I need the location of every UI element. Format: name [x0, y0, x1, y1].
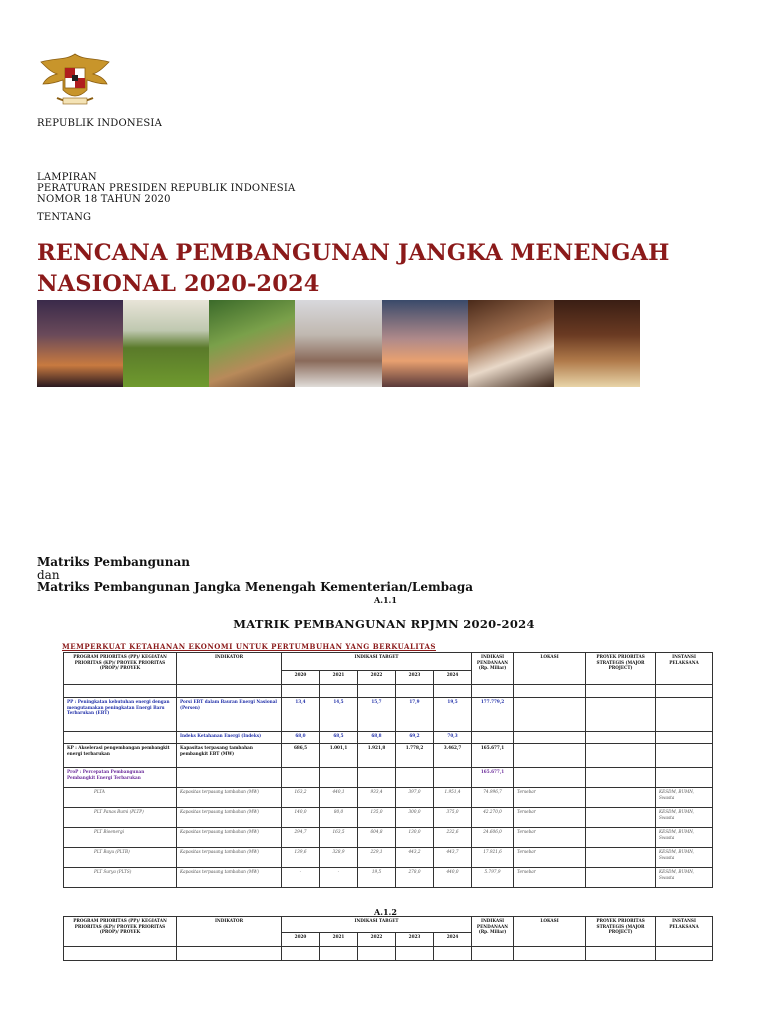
section-heading: MEMPERKUAT KETAHANAN EKONOMI UNTUK PERTUMBUHAN YANG BERKUALITAS: [62, 642, 436, 651]
cell-indikator: Kapasitas terpasang tambahan pembangkit EBT (MW): [177, 744, 282, 768]
cell-target-value: 3.462,7: [434, 744, 472, 768]
cell-strategis: [586, 868, 656, 888]
document-title-line2: NASIONAL 2020-2024: [37, 271, 320, 297]
col-instansi: INSTANSI PELAKSANA: [656, 917, 713, 947]
cell-target-value: 140,0: [282, 808, 320, 828]
col-year: 2021: [320, 671, 358, 685]
cell-program: PP : Peningkatan kebutuhan energi dengan mengutamakan peningkatan Energi Baru Terbarukan (EBT): [64, 698, 177, 732]
regulation-label: PERATURAN PRESIDEN REPUBLIK INDONESIA: [37, 183, 296, 194]
document-title: [37, 238, 677, 300]
col-pendanaan: INDIKASI PENDANAAN (Rp. Miliar): [472, 917, 514, 947]
col-program: PROGRAM PRIORITAS (PP)/ KEGIATAN PRIORITAS (KP)/ PROYEK PRIORITAS (PROP)/ PROYEK: [64, 917, 177, 947]
matrix-table-1: [63, 652, 713, 888]
col-target: INDIKASI TARGET: [282, 653, 472, 671]
cell-target-value: 80,0: [320, 808, 358, 828]
cell-indikator: Porsi EBT dalam Bauran Energi Nasional (Persen): [177, 698, 282, 732]
col-year: 2022: [358, 671, 396, 685]
cell-target-value: 328,9: [320, 848, 358, 868]
table-row: [64, 868, 713, 888]
cell-program: KP : Akselerasi pengembangan pembangkit energi terbarukan: [64, 744, 177, 768]
cell-instansi: KESDM, BUMN, Swasta: [656, 788, 713, 808]
cell-target-value: 17,9: [396, 698, 434, 732]
col-pendanaan: INDIKASI PENDANAAN (Rp. Miliar): [472, 653, 514, 685]
cell-lokasi: [514, 768, 586, 788]
col-year: 2020: [282, 671, 320, 685]
cell-target-value: 130,0: [396, 828, 434, 848]
cell-indikator: Kapasitas terpasang tambahan (MW): [177, 848, 282, 868]
col-year: 2024: [434, 671, 472, 685]
cell-target-value: 443,7: [434, 848, 472, 868]
cell-pendanaan: 177.779,2: [472, 698, 514, 732]
cell-target-value: 19,5: [434, 698, 472, 732]
col-strategis: PROYEK PRIORITAS STRATEGIS (MAJOR PROJECT): [586, 653, 656, 685]
cell-strategis: [586, 732, 656, 744]
cell-strategis: [586, 744, 656, 768]
subtitle-line3: Matriks Pembangunan Jangka Menengah Kementerian/Lembaga: [37, 580, 473, 594]
students-photo: [468, 300, 554, 387]
cell-program: PLT Bioenergi: [64, 828, 177, 848]
cell-strategis: [586, 768, 656, 788]
cell-lokasi: Tersebar: [514, 788, 586, 808]
cell-target-value: -: [320, 868, 358, 888]
cell-target-value: 69,2: [396, 732, 434, 744]
cell-target-value: 14,5: [320, 698, 358, 732]
cell-target-value: 15,7: [358, 698, 396, 732]
cell-target-value: [358, 768, 396, 788]
cell-program: PLT Bayu (PLTB): [64, 848, 177, 868]
cell-instansi: [656, 768, 713, 788]
cell-target-value: -: [282, 868, 320, 888]
cell-lokasi: [514, 698, 586, 732]
cell-target-value: 70,3: [434, 732, 472, 744]
harbor-ship-photo: [295, 300, 381, 387]
table-row: [64, 744, 713, 768]
table-row: [64, 788, 713, 808]
cell-lokasi: Tersebar: [514, 848, 586, 868]
col-strategis: PROYEK PRIORITAS STRATEGIS (MAJOR PROJECT): [586, 917, 656, 947]
cell-strategis: [586, 848, 656, 868]
cell-target-value: 19,5: [358, 868, 396, 888]
subtitle-line1: Matriks Pembangunan: [37, 555, 190, 569]
cell-target-value: 397,0: [396, 788, 434, 808]
cell-target-value: 440,1: [320, 788, 358, 808]
cell-instansi: [656, 744, 713, 768]
cell-program: PLTA: [64, 788, 177, 808]
lampiran-label: LAMPIRAN: [37, 172, 97, 183]
table-row: [64, 947, 713, 961]
cell-target-value: [396, 768, 434, 788]
cell-target-value: 300,0: [396, 808, 434, 828]
col-lokasi: LOKASI: [514, 653, 586, 685]
matrik-title: MATRIK PEMBANGUNAN RPJMN 2020-2024: [233, 617, 535, 631]
books-library-photo: [554, 300, 640, 387]
cell-target-value: 68,5: [320, 732, 358, 744]
cell-lokasi: [514, 732, 586, 744]
cell-strategis: [586, 698, 656, 732]
cell-instansi: KESDM, BUMN, Swasta: [656, 828, 713, 848]
cell-program: PLT Surya (PLTS): [64, 868, 177, 888]
table-row: [64, 828, 713, 848]
cell-target-value: 163,5: [320, 828, 358, 848]
cell-target-value: 604,8: [358, 828, 396, 848]
cell-target-value: 1.951,4: [434, 788, 472, 808]
cell-target-value: 443,2: [396, 848, 434, 868]
cell-lokasi: [514, 744, 586, 768]
cell-target-value: 1.921,8: [358, 744, 396, 768]
country-label: REPUBLIK INDONESIA: [37, 118, 162, 129]
cell-pendanaan: 24.606,0: [472, 828, 514, 848]
col-lokasi: LOKASI: [514, 917, 586, 947]
cell-pendanaan: 74.996,7: [472, 788, 514, 808]
cell-target-value: 135,0: [358, 808, 396, 828]
rice-field-photo: [123, 300, 209, 387]
cell-lokasi: Tersebar: [514, 868, 586, 888]
cell-indikator: Kapasitas terpasang tambahan (MW): [177, 828, 282, 848]
photo-collage: [37, 300, 640, 387]
cell-program: PLT Panas Bumi (PLTP): [64, 808, 177, 828]
col-year: 2020: [282, 933, 320, 947]
regulation-number: NOMOR 18 TAHUN 2020: [37, 194, 171, 205]
cell-target-value: [282, 768, 320, 788]
subtitle-line2: dan: [37, 568, 60, 582]
col-indikator: INDIKATOR: [177, 653, 282, 685]
cell-instansi: [656, 732, 713, 744]
cell-target-value: 440,0: [434, 868, 472, 888]
col-year: 2023: [396, 671, 434, 685]
cell-target-value: 1.778,2: [396, 744, 434, 768]
cell-instansi: KESDM, BUMN, Swasta: [656, 808, 713, 828]
section-anchor-a12: A.1.2: [374, 907, 397, 917]
cell-target-value: 1.001,1: [320, 744, 358, 768]
table-row: [64, 732, 713, 744]
cell-target-value: [320, 768, 358, 788]
col-year: 2021: [320, 933, 358, 947]
col-year: 2023: [396, 933, 434, 947]
cell-strategis: [586, 808, 656, 828]
cell-target-value: 68,0: [282, 732, 320, 744]
cell-indikator: [177, 768, 282, 788]
document-title-line1: RENCANA PEMBANGUNAN JANGKA MENENGAH: [37, 240, 670, 266]
cell-target-value: 933,4: [358, 788, 396, 808]
table-row: [64, 848, 713, 868]
col-year: 2022: [358, 933, 396, 947]
cell-pendanaan: 42.270,0: [472, 808, 514, 828]
cell-indikator: Indeks Ketahanan Energi (Indeks): [177, 732, 282, 744]
cell-target-value: 278,0: [396, 868, 434, 888]
col-target: INDIKASI TARGET: [282, 917, 472, 933]
farmers-photo: [209, 300, 295, 387]
cell-indikator: Kapasitas terpasang tambahan (MW): [177, 808, 282, 828]
cell-indikator: Kapasitas terpasang tambahan (MW): [177, 788, 282, 808]
cell-target-value: 686,5: [282, 744, 320, 768]
cell-target-value: 232,6: [434, 828, 472, 848]
cell-instansi: KESDM, BUMN, Swasta: [656, 848, 713, 868]
cell-lokasi: Tersebar: [514, 828, 586, 848]
cell-target-value: [434, 768, 472, 788]
section-anchor-a11: A.1.1: [374, 595, 397, 605]
cell-target-value: 13,4: [282, 698, 320, 732]
cell-pendanaan: 165.677,1: [472, 744, 514, 768]
city-night-photo: [37, 300, 123, 387]
cell-strategis: [586, 828, 656, 848]
table-row: [64, 698, 713, 732]
cell-instansi: KESDM, BUMN, Swasta: [656, 868, 713, 888]
table-row: [64, 808, 713, 828]
bridge-sunset-photo: [382, 300, 468, 387]
tentang-label: TENTANG: [37, 212, 92, 223]
col-year: 2024: [434, 933, 472, 947]
garuda-emblem-icon: [37, 50, 113, 108]
cell-instansi: [656, 698, 713, 732]
cell-program: ProP : Percepatan Pembangunan Pembangkit Energi Terbarukan: [64, 768, 177, 788]
table-row: [64, 685, 713, 698]
matrix-table-2: [63, 916, 713, 961]
table-row: [64, 768, 713, 788]
cell-target-value: 294,7: [282, 828, 320, 848]
col-indikator: INDIKATOR: [177, 917, 282, 947]
cell-target-value: 375,0: [434, 808, 472, 828]
cell-target-value: 68,8: [358, 732, 396, 744]
cell-pendanaan: 17.921,6: [472, 848, 514, 868]
cell-strategis: [586, 788, 656, 808]
cell-pendanaan: [472, 732, 514, 744]
col-instansi: INSTANSI PELAKSANA: [656, 653, 713, 685]
cell-pendanaan: 165.677,1: [472, 768, 514, 788]
cell-pendanaan: 5.797,9: [472, 868, 514, 888]
cell-target-value: 229,1: [358, 848, 396, 868]
cell-target-value: 139,6: [282, 848, 320, 868]
cell-target-value: 163,2: [282, 788, 320, 808]
cell-indikator: Kapasitas terpasang tambahan (MW): [177, 868, 282, 888]
col-program: PROGRAM PRIORITAS (PP)/ KEGIATAN PRIORITAS (KP)/ PROYEK PRIORITAS (PROP)/ PROYEK: [64, 653, 177, 685]
cell-lokasi: Tersebar: [514, 808, 586, 828]
cell-program: [64, 732, 177, 744]
